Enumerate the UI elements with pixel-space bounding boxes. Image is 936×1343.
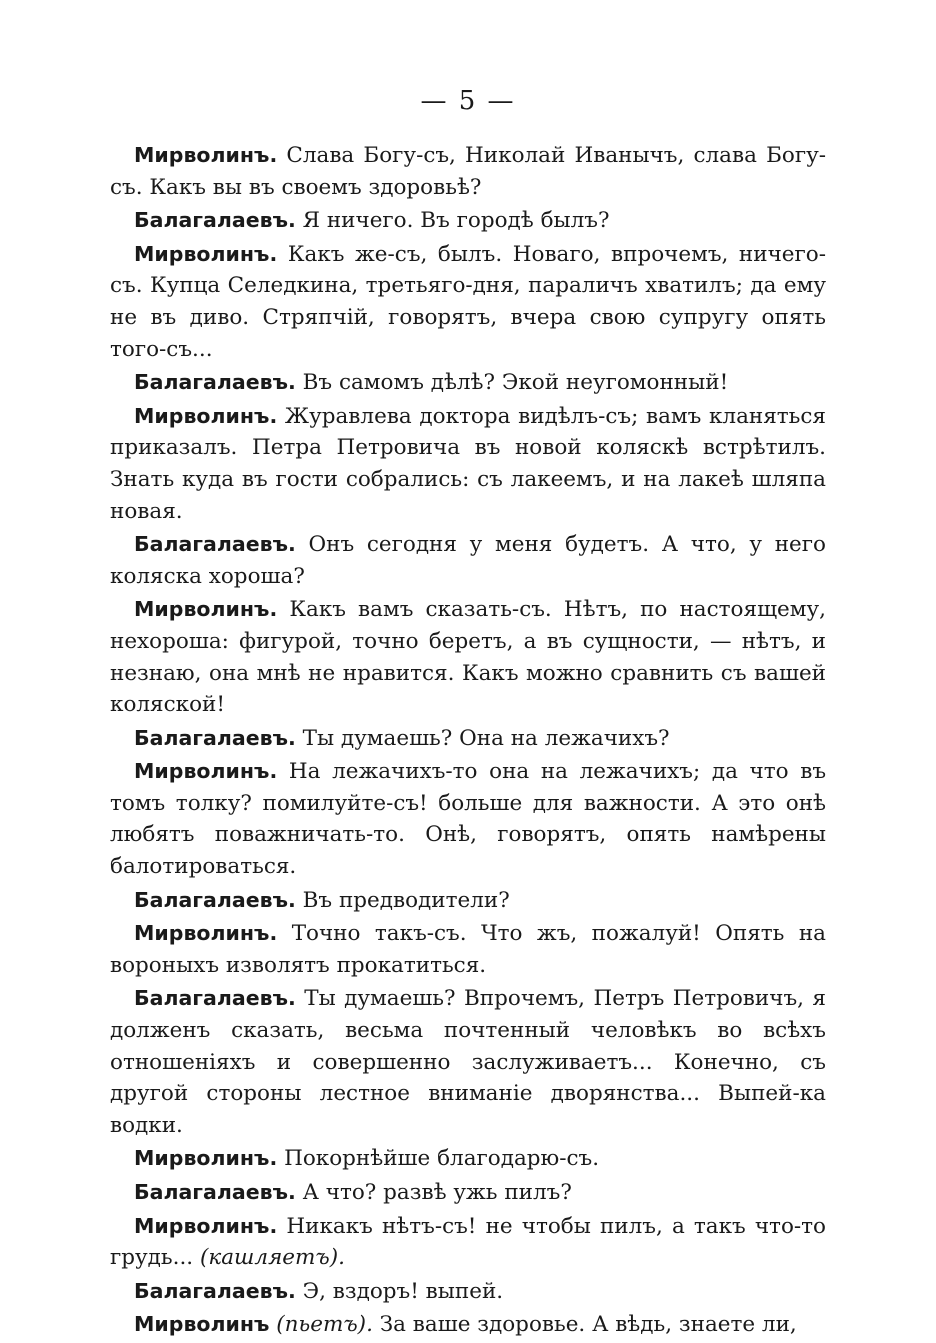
dialogue-line bbox=[110, 1177, 826, 1209]
line-text: За ваше здоровье. А вѣдь, знаете ли, bbox=[379, 1312, 797, 1338]
speaker-name: Мирволинъ. bbox=[134, 1146, 278, 1171]
speaker-name: Балагалаевъ. bbox=[134, 887, 296, 912]
speaker-name: Балагалаевъ. bbox=[134, 1278, 296, 1303]
line-text: Онъ сегодня у меня будетъ. А что, у него коляска хороша? bbox=[110, 532, 826, 589]
line-text: А что? развѣ ужь пилъ? bbox=[302, 1180, 572, 1205]
line-text: Ты думаешь? Впрочемъ, Петръ Петровичъ, я долженъ сказать, весьма почтенный человѣкъ во всѣхъ отношенiяхъ и совершенно заслуживаетъ... Конечно, съ другой стороны лестное вниманiе дворянства... Выпей-ка водки. bbox=[110, 986, 826, 1138]
dialogue-line bbox=[110, 1309, 826, 1341]
line-text: Въ предводители? bbox=[302, 887, 510, 913]
dialogue-line bbox=[110, 1211, 826, 1274]
line-text: Э, вздоръ! выпей. bbox=[302, 1278, 504, 1304]
speaker-name: Балагалаевъ. bbox=[134, 986, 296, 1011]
speaker-name: Мирволинъ. bbox=[134, 143, 278, 167]
page-text bbox=[110, 140, 826, 1343]
line-text: Покорнѣйше благодарю-съ. bbox=[284, 1146, 600, 1172]
speaker-name: Балагалаевъ. bbox=[134, 532, 296, 557]
dialogue-line bbox=[110, 1276, 826, 1308]
dialogue-line bbox=[110, 401, 826, 527]
dialogue-line bbox=[110, 983, 826, 1141]
speaker-name: Мирволинъ. bbox=[134, 403, 278, 428]
page-number: — 5 — bbox=[420, 86, 516, 116]
line-text: Какъ же-съ, былъ. Новаго, впрочемъ, ничего-съ. Купца Селедкина, третьяго-дня, параличъ хватилъ; да ему не въ диво. Стряпчiй, говорятъ, вчера свою супругу опять того-съ... bbox=[110, 241, 826, 362]
line-text: Въ самомъ дѣлѣ? Экой неугомонный! bbox=[302, 370, 729, 396]
line-text: Слава Богу-съ, Николай Иванычъ, слава Богу-съ. Какъ вы въ своемъ здоровьѣ? bbox=[110, 143, 827, 200]
speaker-name: Мирволинъ. bbox=[134, 597, 278, 622]
speaker-name: Балагалаевъ. bbox=[134, 370, 296, 395]
speaker-name: Мирволинъ. bbox=[134, 921, 278, 946]
dialogue-line bbox=[110, 205, 826, 237]
speaker-name: Балагалаевъ. bbox=[134, 1180, 296, 1204]
line-text: Ты думаешь? Она на лежачихъ? bbox=[302, 725, 670, 751]
dialogue-line bbox=[110, 885, 826, 917]
dialogue-line bbox=[110, 1143, 826, 1175]
line-text: Никакъ нѣтъ-съ! не чтобы пилъ, а такъ что-то грудь... bbox=[110, 1213, 826, 1271]
dialogue-line bbox=[110, 529, 826, 592]
speaker-name: Балагалаевъ. bbox=[134, 725, 296, 750]
speaker-name: Мирволинъ. bbox=[134, 1213, 278, 1238]
dialogue-line bbox=[110, 239, 826, 365]
dialogue-line bbox=[110, 918, 826, 981]
dialogue-line bbox=[110, 140, 826, 203]
line-text: На лежачихъ-то она на лежачихъ; да что въ томъ толку? помилуйте-съ! больше для важности. А это онѣ любятъ поважничать-то. Онѣ, говорятъ, опять намѣрены балотироваться. bbox=[110, 759, 826, 880]
stage-direction: (кашляетъ). bbox=[199, 1245, 345, 1271]
line-text: Журавлева доктора видѣлъ-съ; вамъ кланяться приказалъ. Петра Петровича въ новой коляскѣ встрѣтилъ. Знать куда въ гости собрались: съ лакеемъ, и на лакеѣ шляпа новая. bbox=[110, 403, 826, 524]
speaker-name: Мирволинъ. bbox=[134, 759, 278, 784]
line-text: Я ничего. Въ городѣ былъ? bbox=[302, 208, 610, 234]
stage-direction: (пьетъ). bbox=[276, 1312, 373, 1338]
speaker-name: Балагалаевъ. bbox=[134, 208, 296, 233]
dialogue-line bbox=[110, 723, 826, 755]
dialogue-line bbox=[110, 367, 826, 399]
speaker-name: Мирволинъ bbox=[134, 1312, 270, 1337]
line-text: Какъ вамъ сказать-съ. Нѣтъ, по настоящему, нехороша: фигурой, точно беретъ, а въ сущности, — нѣтъ, и незнаю, она мнѣ не нравится. Какъ можно сравнить съ вашей коляской! bbox=[110, 597, 826, 718]
dialogue-line bbox=[110, 594, 826, 720]
dialogue-line bbox=[110, 756, 826, 882]
speaker-name: Мирволинъ. bbox=[134, 241, 278, 266]
line-text: Точно такъ-съ. Что жъ, пожалуй! Опять на вороныхъ изволятъ прокатиться. bbox=[110, 921, 826, 978]
